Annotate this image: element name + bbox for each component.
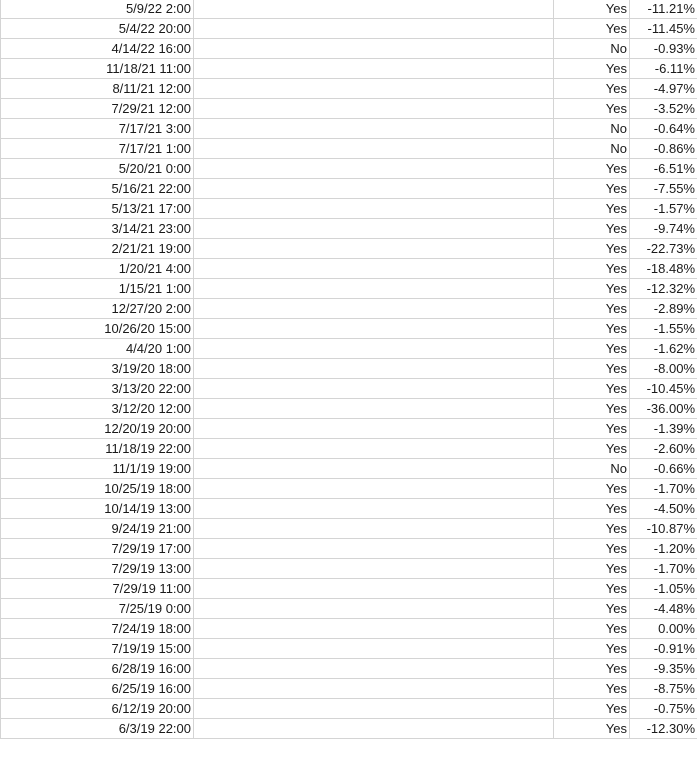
datetime-cell[interactable]: 3/13/20 22:00	[1, 379, 194, 399]
empty-cell[interactable]	[194, 599, 554, 619]
datetime-cell[interactable]: 12/27/20 2:00	[1, 299, 194, 319]
datetime-cell[interactable]: 6/3/19 22:00	[1, 719, 194, 739]
datetime-cell[interactable]: 2/21/21 19:00	[1, 239, 194, 259]
grid-body	[1, 0, 697, 739]
datetime-cell[interactable]: 7/29/19 17:00	[1, 539, 194, 559]
table-row	[1, 219, 697, 239]
flag-cell[interactable]: Yes	[554, 79, 630, 99]
datetime-cell[interactable]: 7/19/19 15:00	[1, 639, 194, 659]
flag-cell[interactable]: No	[554, 119, 630, 139]
table-row	[1, 579, 697, 599]
flag-cell[interactable]: Yes	[554, 399, 630, 419]
percent-cell[interactable]: -1.20%	[630, 539, 697, 559]
table-row	[1, 499, 697, 519]
flag-cell[interactable]: Yes	[554, 0, 630, 19]
empty-cell[interactable]	[194, 39, 554, 59]
datetime-cell[interactable]: 7/25/19 0:00	[1, 599, 194, 619]
percent-cell[interactable]: -9.74%	[630, 219, 697, 239]
datetime-cell[interactable]: 7/24/19 18:00	[1, 619, 194, 639]
empty-cell[interactable]	[194, 199, 554, 219]
percent-cell[interactable]: -0.64%	[630, 119, 697, 139]
flag-cell[interactable]: Yes	[554, 719, 630, 739]
percent-cell[interactable]: -8.75%	[630, 679, 697, 699]
flag-cell[interactable]: No	[554, 459, 630, 479]
table-row	[1, 79, 697, 99]
flag-cell[interactable]: Yes	[554, 319, 630, 339]
percent-cell[interactable]: -9.35%	[630, 659, 697, 679]
datetime-cell[interactable]: 7/29/21 12:00	[1, 99, 194, 119]
empty-cell[interactable]	[194, 679, 554, 699]
datetime-cell[interactable]: 10/26/20 15:00	[1, 319, 194, 339]
percent-cell[interactable]: -1.57%	[630, 199, 697, 219]
percent-cell[interactable]: -6.51%	[630, 159, 697, 179]
table-row	[1, 599, 697, 619]
datetime-cell[interactable]: 5/16/21 22:00	[1, 179, 194, 199]
percent-cell[interactable]: -18.48%	[630, 259, 697, 279]
datetime-cell[interactable]: 6/28/19 16:00	[1, 659, 194, 679]
flag-cell[interactable]: No	[554, 139, 630, 159]
percent-cell[interactable]: -11.45%	[630, 19, 697, 39]
datetime-cell[interactable]: 3/19/20 18:00	[1, 359, 194, 379]
empty-cell[interactable]	[194, 279, 554, 299]
datetime-cell[interactable]: 12/20/19 20:00	[1, 419, 194, 439]
table-row	[1, 539, 697, 559]
flag-cell[interactable]: Yes	[554, 19, 630, 39]
flag-cell[interactable]: Yes	[554, 579, 630, 599]
empty-cell[interactable]	[194, 259, 554, 279]
flag-cell[interactable]: Yes	[554, 379, 630, 399]
empty-cell[interactable]	[194, 299, 554, 319]
table-row	[1, 39, 697, 59]
table-row	[1, 479, 697, 499]
percent-cell[interactable]: -8.00%	[630, 359, 697, 379]
flag-cell[interactable]: Yes	[554, 639, 630, 659]
percent-cell[interactable]: -12.32%	[630, 279, 697, 299]
table-row	[1, 299, 697, 319]
table-row	[1, 99, 697, 119]
datetime-cell[interactable]: 6/12/19 20:00	[1, 699, 194, 719]
percent-cell[interactable]: -3.52%	[630, 99, 697, 119]
empty-cell[interactable]	[194, 419, 554, 439]
empty-cell[interactable]	[194, 319, 554, 339]
empty-cell[interactable]	[194, 119, 554, 139]
percent-cell[interactable]: -36.00%	[630, 399, 697, 419]
percent-cell[interactable]: -1.39%	[630, 419, 697, 439]
percent-cell[interactable]: -6.11%	[630, 59, 697, 79]
table-row	[1, 59, 697, 79]
flag-cell[interactable]: Yes	[554, 199, 630, 219]
table-row	[1, 519, 697, 539]
datetime-cell[interactable]: 1/20/21 4:00	[1, 259, 194, 279]
empty-cell[interactable]	[194, 0, 554, 19]
datetime-cell[interactable]: 1/15/21 1:00	[1, 279, 194, 299]
flag-cell[interactable]: Yes	[554, 539, 630, 559]
datetime-cell[interactable]: 4/4/20 1:00	[1, 339, 194, 359]
percent-cell[interactable]: 0.00%	[630, 619, 697, 639]
empty-cell[interactable]	[194, 219, 554, 239]
table-row	[1, 19, 697, 39]
percent-cell[interactable]: -1.62%	[630, 339, 697, 359]
empty-cell[interactable]	[194, 99, 554, 119]
table-row	[1, 139, 697, 159]
percent-cell[interactable]: -22.73%	[630, 239, 697, 259]
percent-cell[interactable]: -1.70%	[630, 479, 697, 499]
empty-cell[interactable]	[194, 239, 554, 259]
empty-cell[interactable]	[194, 539, 554, 559]
datetime-cell[interactable]: 3/14/21 23:00	[1, 219, 194, 239]
datetime-cell[interactable]: 3/12/20 12:00	[1, 399, 194, 419]
datetime-cell[interactable]: 11/18/19 22:00	[1, 439, 194, 459]
percent-cell[interactable]: -4.48%	[630, 599, 697, 619]
flag-cell[interactable]: Yes	[554, 659, 630, 679]
flag-cell[interactable]: Yes	[554, 419, 630, 439]
empty-cell[interactable]	[194, 59, 554, 79]
percent-cell[interactable]: -1.05%	[630, 579, 697, 599]
table-row	[1, 319, 697, 339]
datetime-cell[interactable]: 10/14/19 13:00	[1, 499, 194, 519]
empty-cell[interactable]	[194, 439, 554, 459]
empty-cell[interactable]	[194, 499, 554, 519]
flag-cell[interactable]: Yes	[554, 259, 630, 279]
empty-cell[interactable]	[194, 659, 554, 679]
flag-cell[interactable]: Yes	[554, 239, 630, 259]
datetime-cell[interactable]: 7/29/19 13:00	[1, 559, 194, 579]
percent-cell[interactable]: -10.45%	[630, 379, 697, 399]
datetime-cell[interactable]: 5/9/22 2:00	[1, 0, 194, 19]
table-row	[1, 159, 697, 179]
table-row	[1, 259, 697, 279]
empty-cell[interactable]	[194, 359, 554, 379]
empty-cell[interactable]	[194, 139, 554, 159]
empty-cell[interactable]	[194, 579, 554, 599]
datetime-cell[interactable]: 4/14/22 16:00	[1, 39, 194, 59]
percent-cell[interactable]: -7.55%	[630, 179, 697, 199]
percent-cell[interactable]: -11.21%	[630, 0, 697, 19]
flag-cell[interactable]: Yes	[554, 699, 630, 719]
flag-cell[interactable]: Yes	[554, 519, 630, 539]
table-row	[1, 279, 697, 299]
flag-cell[interactable]: Yes	[554, 219, 630, 239]
table-row	[1, 359, 697, 379]
flag-cell[interactable]: Yes	[554, 339, 630, 359]
table-row	[1, 119, 697, 139]
flag-cell[interactable]: Yes	[554, 599, 630, 619]
flag-cell[interactable]: Yes	[554, 559, 630, 579]
datetime-cell[interactable]: 11/1/19 19:00	[1, 459, 194, 479]
empty-cell[interactable]	[194, 339, 554, 359]
percent-cell[interactable]: -2.89%	[630, 299, 697, 319]
empty-cell[interactable]	[194, 379, 554, 399]
table-row	[1, 639, 697, 659]
empty-cell[interactable]	[194, 399, 554, 419]
table-row	[1, 719, 697, 739]
table-row	[1, 439, 697, 459]
table-row	[1, 699, 697, 719]
percent-cell[interactable]: -0.66%	[630, 459, 697, 479]
flag-cell[interactable]: Yes	[554, 359, 630, 379]
empty-cell[interactable]	[194, 79, 554, 99]
datetime-cell[interactable]: 9/24/19 21:00	[1, 519, 194, 539]
table-row	[1, 559, 697, 579]
table-row	[1, 199, 697, 219]
percent-cell[interactable]: -0.86%	[630, 139, 697, 159]
empty-cell[interactable]	[194, 179, 554, 199]
table-row	[1, 419, 697, 439]
empty-cell[interactable]	[194, 619, 554, 639]
percent-cell[interactable]: -12.30%	[630, 719, 697, 739]
datetime-cell[interactable]: 6/25/19 16:00	[1, 679, 194, 699]
percent-cell[interactable]: -1.70%	[630, 559, 697, 579]
empty-cell[interactable]	[194, 159, 554, 179]
percent-cell[interactable]: -10.87%	[630, 519, 697, 539]
percent-cell[interactable]: -0.93%	[630, 39, 697, 59]
flag-cell[interactable]: Yes	[554, 499, 630, 519]
flag-cell[interactable]: Yes	[554, 299, 630, 319]
table-row	[1, 179, 697, 199]
datetime-cell[interactable]: 7/29/19 11:00	[1, 579, 194, 599]
datetime-cell[interactable]: 5/20/21 0:00	[1, 159, 194, 179]
table-row	[1, 399, 697, 419]
datetime-cell[interactable]: 5/4/22 20:00	[1, 19, 194, 39]
empty-cell[interactable]	[194, 479, 554, 499]
empty-cell[interactable]	[194, 719, 554, 739]
flag-cell[interactable]: Yes	[554, 479, 630, 499]
table-row	[1, 679, 697, 699]
datetime-cell[interactable]: 7/17/21 3:00	[1, 119, 194, 139]
datetime-cell[interactable]: 5/13/21 17:00	[1, 199, 194, 219]
table-row	[1, 239, 697, 259]
table-row	[1, 459, 697, 479]
percent-cell[interactable]: -4.50%	[630, 499, 697, 519]
flag-cell[interactable]: Yes	[554, 59, 630, 79]
empty-cell[interactable]	[194, 519, 554, 539]
flag-cell[interactable]: Yes	[554, 619, 630, 639]
percent-cell[interactable]: -0.75%	[630, 699, 697, 719]
datetime-cell[interactable]: 8/11/21 12:00	[1, 79, 194, 99]
empty-cell[interactable]	[194, 559, 554, 579]
flag-cell[interactable]: Yes	[554, 679, 630, 699]
table-row	[1, 339, 697, 359]
table-row	[1, 379, 697, 399]
empty-cell[interactable]	[194, 19, 554, 39]
datetime-cell[interactable]: 10/25/19 18:00	[1, 479, 194, 499]
flag-cell[interactable]: Yes	[554, 439, 630, 459]
flag-cell[interactable]: Yes	[554, 99, 630, 119]
flag-cell[interactable]: No	[554, 39, 630, 59]
table-row	[1, 0, 697, 19]
datetime-cell[interactable]: 7/17/21 1:00	[1, 139, 194, 159]
percent-cell[interactable]: -4.97%	[630, 79, 697, 99]
flag-cell[interactable]: Yes	[554, 279, 630, 299]
empty-cell[interactable]	[194, 639, 554, 659]
empty-cell[interactable]	[194, 459, 554, 479]
percent-cell[interactable]: -0.91%	[630, 639, 697, 659]
datetime-cell[interactable]: 11/18/21 11:00	[1, 59, 194, 79]
percent-cell[interactable]: -2.60%	[630, 439, 697, 459]
flag-cell[interactable]: Yes	[554, 179, 630, 199]
flag-cell[interactable]: Yes	[554, 159, 630, 179]
percent-cell[interactable]: -1.55%	[630, 319, 697, 339]
table-row	[1, 659, 697, 679]
table-row	[1, 619, 697, 639]
empty-cell[interactable]	[194, 699, 554, 719]
